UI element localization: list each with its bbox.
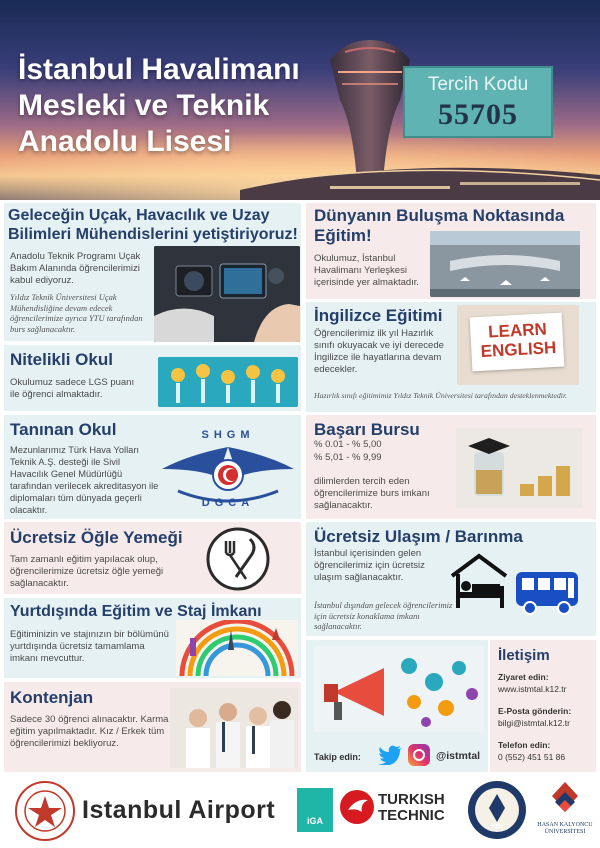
world-landmarks-illustration xyxy=(176,620,298,676)
bus-icon xyxy=(512,568,582,616)
meeting-title: Dünyanın Buluşma Noktasında Eğitim! xyxy=(314,206,565,245)
ytu-seal-logo: 1911 xyxy=(466,778,528,842)
lightbulb-illustration xyxy=(158,357,298,407)
footer-logos xyxy=(0,772,600,848)
phone-number[interactable]: 0 (552) 451 51 86 xyxy=(498,752,566,762)
school-title: İstanbul Havalimanı Mesleki ve Teknik Anadolu Lisesi xyxy=(18,53,300,158)
hero-banner xyxy=(0,0,600,200)
hku-logo: HASAN KALYONCU ÜNİVERSİTESİ xyxy=(534,778,596,844)
turkish-technic-logo: TURKISH TECHNIC xyxy=(378,791,445,824)
mail-label: E-Posta gönderin: xyxy=(498,706,572,716)
transport-note: İstanbul dışından gelecek öğrencilerimiz için ücretsiz konaklama imkanı sağlanacaktır. xyxy=(314,600,453,631)
meeting-text: Okulumuz, İstanbul Havalimanı Yerleşkesi içerisinde yer almaktadır. xyxy=(314,253,420,288)
abroad-text: Eğitiminizin ve stajınızın bir bölümünü yurtdışında ücretsiz tamamlama imkanı mevcuttur. xyxy=(10,629,169,664)
future-title: Geleceğin Uçak, Havacılık ve Uzay Bilimleri Mühendislerini yetiştiriyoruz! xyxy=(8,207,298,243)
istanbul-airport-logo: Istanbul Airport xyxy=(82,796,276,824)
turkish-airlines-bird-icon xyxy=(340,790,374,824)
bed-icon xyxy=(448,552,510,610)
quota-title: Kontenjan xyxy=(10,688,94,707)
transport-text: İstanbul içerisinden gelen öğrencilerimiz için ücretsiz ulaşım sağlanacaktır. xyxy=(314,548,425,583)
graduation-coins-photo xyxy=(456,428,582,508)
recognized-text: Mezunlarımız Türk Hava Yolları Teknik A.Ş. desteği ile Sivil Havacılık Genel Müdürlüğü tarafından verilecek akreditasyon ile diplomaları tüm dünyada geçerli olacaktır. xyxy=(10,445,159,515)
preference-code-box xyxy=(403,66,553,138)
lunch-title: Ücretsiz Öğle Yemeği xyxy=(10,528,183,547)
qualified-title: Nitelikli Okul xyxy=(10,350,113,369)
contact-title: İletişim xyxy=(498,647,550,664)
social-handle[interactable]: @istmtal xyxy=(436,750,481,762)
scholarship-range-1: % 0.01 - % 5,00 xyxy=(314,439,382,450)
dgca-text: DGCA xyxy=(201,497,255,509)
recognized-title: Tanınan Okul xyxy=(10,420,117,439)
scholarship-text: dilimlerden tercih eden öğrencilerimize burs imkanı sağlanacaktır. xyxy=(314,476,430,511)
preference-code-value: 55705 xyxy=(438,98,518,131)
learn-english-sign: LEARN ENGLISH xyxy=(480,319,557,361)
email-link[interactable]: bilgi@istmtal.k12.tr xyxy=(498,718,570,728)
scholarship-range-2: % 5,01 - % 9,99 xyxy=(314,452,382,463)
instagram-icon[interactable] xyxy=(408,744,430,766)
shgm-text: SHGM xyxy=(201,429,255,441)
cutlery-icon xyxy=(206,527,270,591)
english-text: Öğrencilerimiz ilk yıl Hazırlık sınıfı okuyacak ve iyi derecede İngilizce ile hayatlarına devam edecekler. xyxy=(314,328,444,375)
transport-title: Ücretsiz Ulaşım / Barınma xyxy=(314,527,523,546)
phone-label: Telefon edin: xyxy=(498,740,551,750)
website-link[interactable]: www.istmtal.k12.tr xyxy=(498,684,567,694)
future-note: Yıldız Teknik Üniversitesi Uçak Mühendisliğine devam edecek öğrencilerimize ayrıca YTU tarafından burs sağlanacaktır. xyxy=(10,292,143,334)
airport-aerial-photo xyxy=(430,231,580,297)
twitter-icon[interactable] xyxy=(378,745,402,765)
preference-code-label: Tercih Kodu xyxy=(427,74,529,95)
english-title: İngilizce Eğitimi xyxy=(314,306,443,325)
abroad-title: Yurtdışında Eğitim ve Staj İmkanı xyxy=(10,603,262,620)
qualified-text: Okulumuz sadece LGS puanı ile öğrenci almaktadır. xyxy=(10,377,135,400)
lunch-text: Tam zamanlı eğitim yapılacak olup, öğrencilerimize ücretsiz öğle yemeği sağlanacaktır. xyxy=(10,554,164,589)
iga-logo: iGA xyxy=(297,788,333,832)
learn-english-photo xyxy=(457,305,579,385)
visit-label: Ziyaret edin: xyxy=(498,672,549,682)
cockpit-photo xyxy=(154,246,300,342)
english-note: Hazırlık sınıfı eğitimimiz Yıldız Teknik Üniversitesi tarafından desteklenmektedir. xyxy=(314,391,568,400)
students-photo xyxy=(170,688,298,768)
scholarship-title: Başarı Bursu xyxy=(314,420,420,439)
follow-label: Takip edin: xyxy=(314,752,361,762)
future-text: Anadolu Teknik Programı Uçak Bakım Alanında öğrencilerimizi kabul ediyoruz. xyxy=(10,251,141,286)
meb-seal-logo xyxy=(14,780,76,842)
megaphone-illustration xyxy=(314,646,484,732)
quota-text: Sadece 30 öğrenci alınacaktır. Karma eğitim yapılmaktadır. Kız / Erkek tüm öğrencilerimizi bekliyoruz. xyxy=(10,714,169,749)
shgm-dgca-logo xyxy=(158,425,298,515)
